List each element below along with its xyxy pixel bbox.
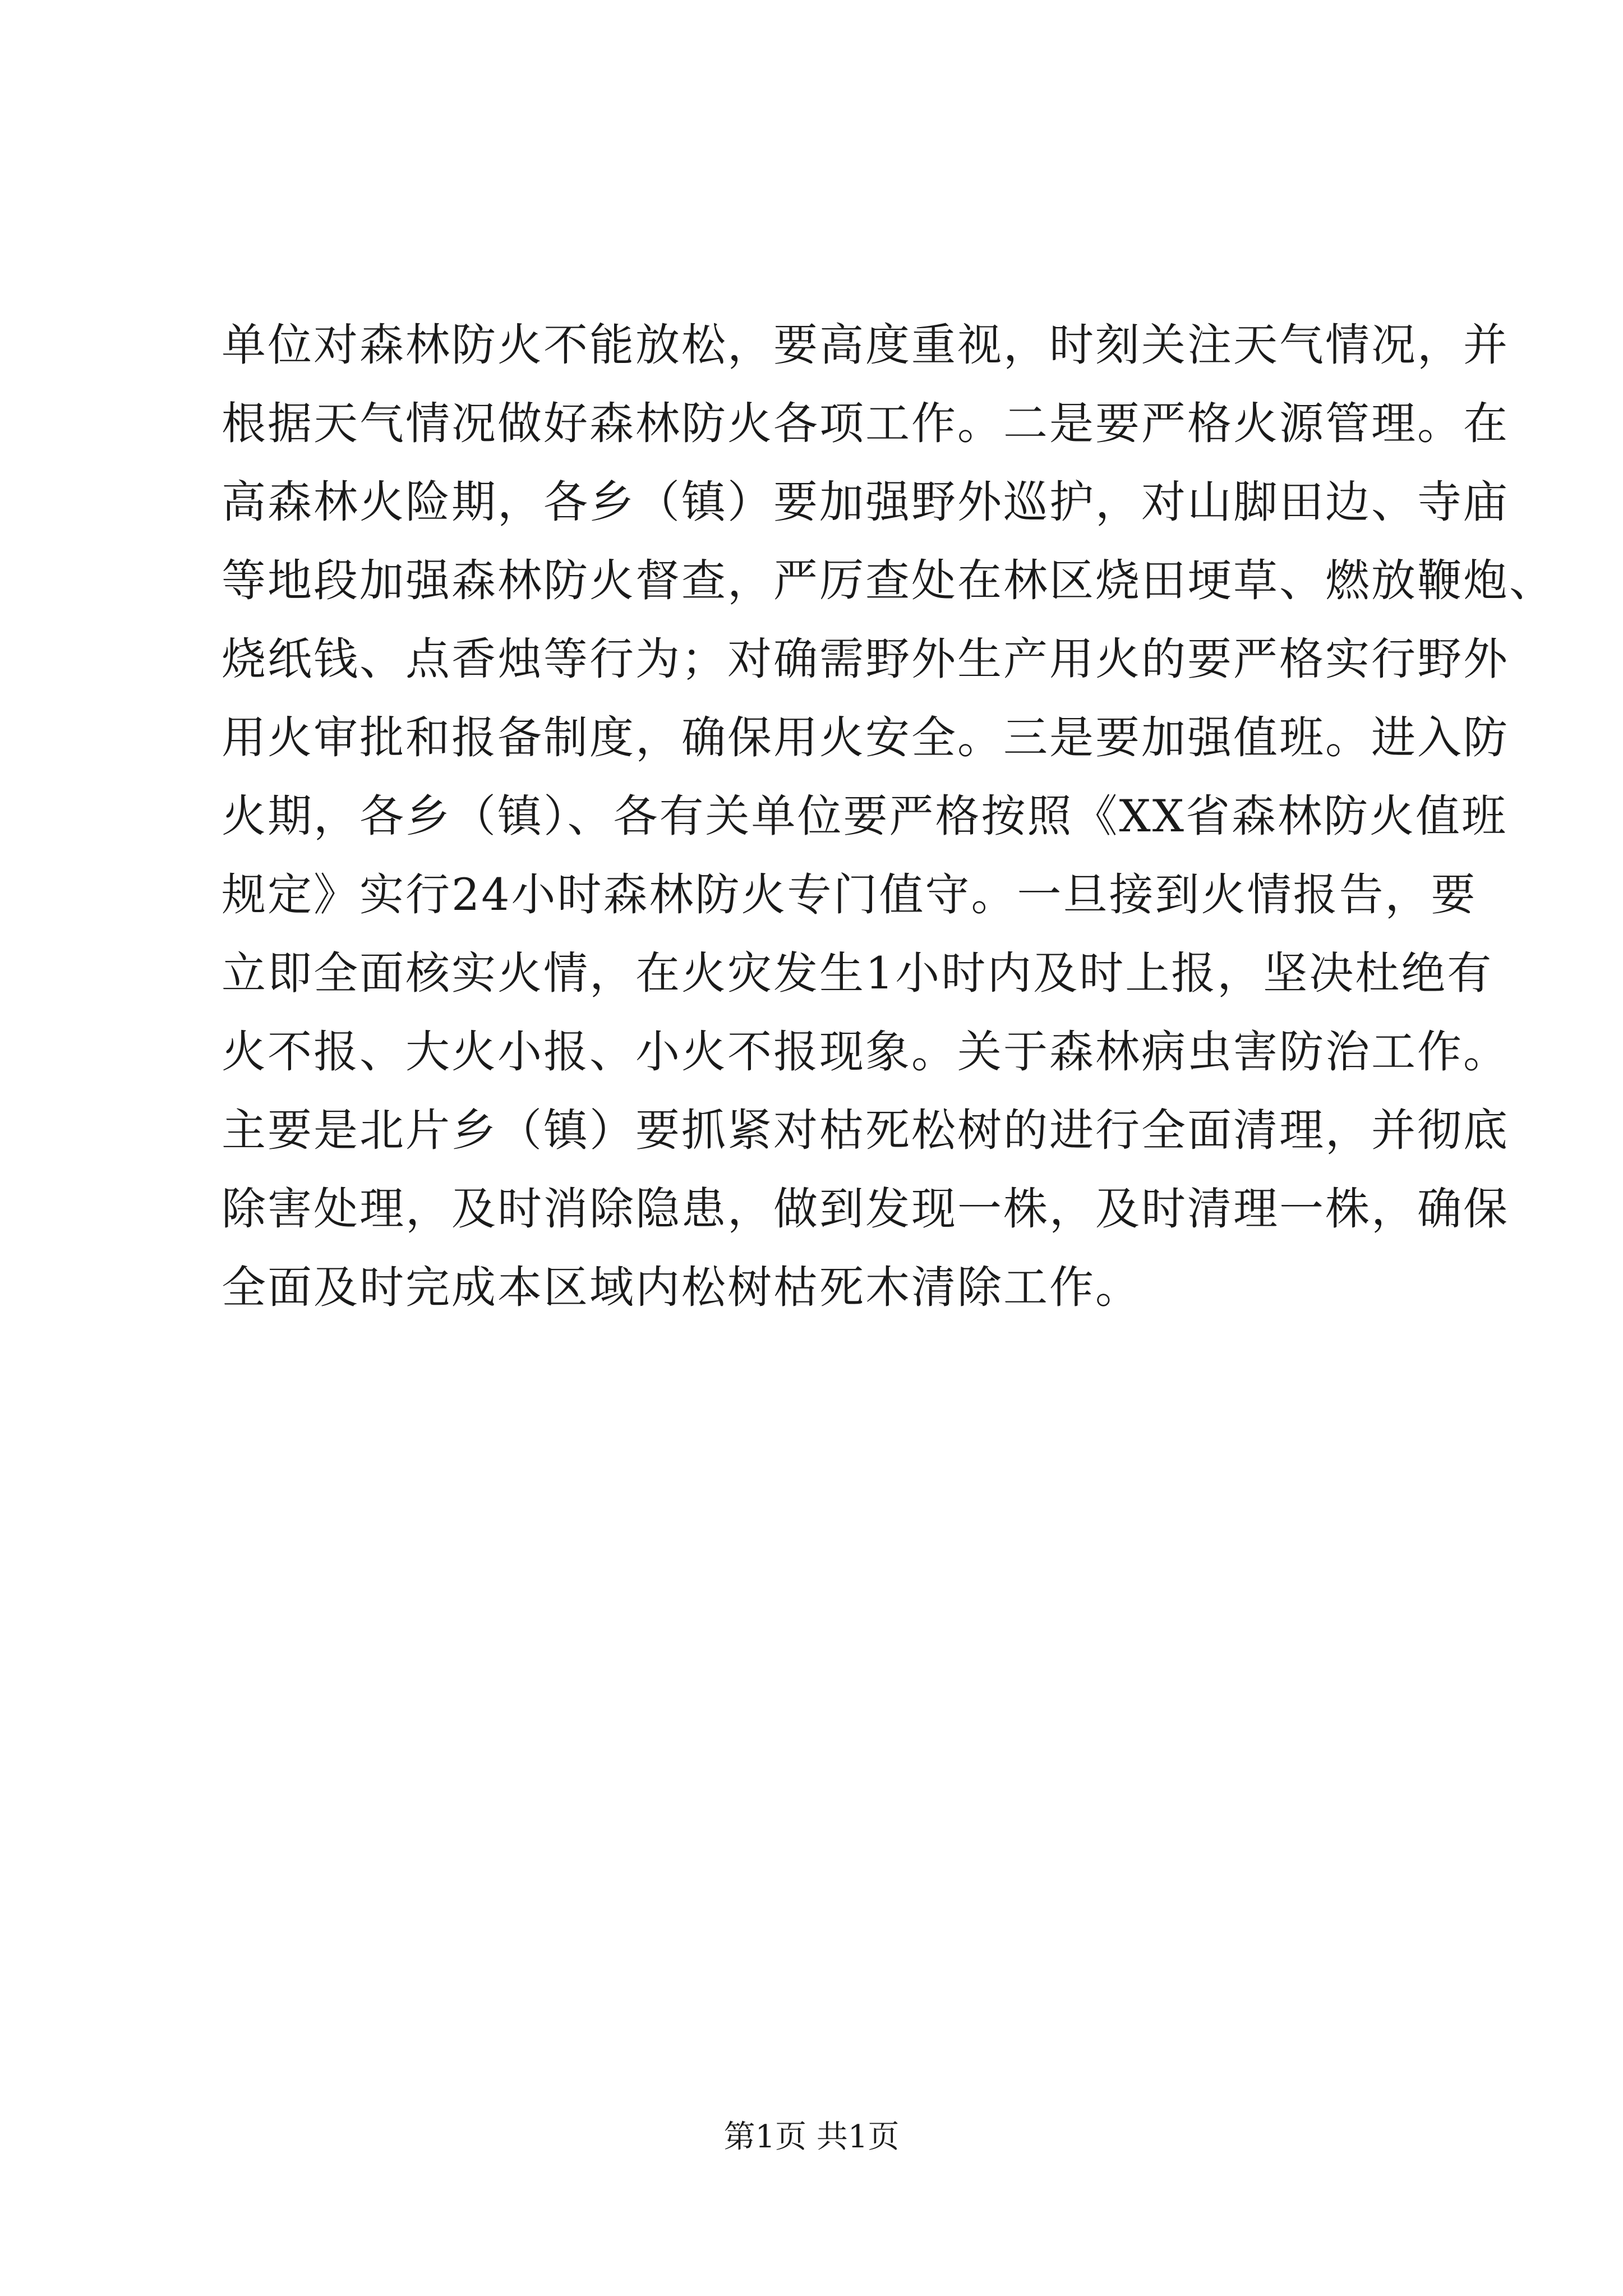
text-line: 用火审批和报备制度，确保用火安全。三是要加强值班。进入防 [222,712,1509,763]
text-line: 全面及时完成本区域内松树枯死木清除工作。 [222,1262,1141,1313]
text-line: 火不报、大火小报、小火不报现象。关于森林病虫害防治工作。 [222,1026,1509,1078]
text-line: 规定》实行24小时森林防火专门值守。一旦接到火情报告，要 [222,869,1477,921]
text-line: 等地段加强森林防火督查，严厉查处在林区烧田埂草、燃放鞭炮、 [222,555,1555,606]
text-line: 火期，各乡（镇）、各有关单位要严格按照《XX省森林防火值班 [222,790,1507,842]
text-line: 高森林火险期，各乡（镇）要加强野外巡护，对山脚田边、寺庙 [222,476,1509,528]
text-line: 单位对森林防火不能放松，要高度重视，时刻关注天气情况，并 [222,319,1509,371]
body-text [222,306,1555,1327]
text-line: 立即全面核实火情，在火灾发生1小时内及时上报，坚决杜绝有 [222,947,1493,999]
page-footer [0,2118,1623,2157]
text-line: 烧纸钱、点香烛等行为；对确需野外生产用火的要严格实行野外 [222,633,1509,685]
page-number-label: 第1页 共1页 [723,2119,900,2155]
text-line: 除害处理，及时消除隐患，做到发现一株，及时清理一株，确保 [222,1183,1509,1235]
text-line: 根据天气情况做好森林防火各项工作。二是要严格火源管理。在 [222,398,1509,449]
text-line: 主要是北片乡（镇）要抓紧对枯死松树的进行全面清理，并彻底 [222,1105,1509,1156]
